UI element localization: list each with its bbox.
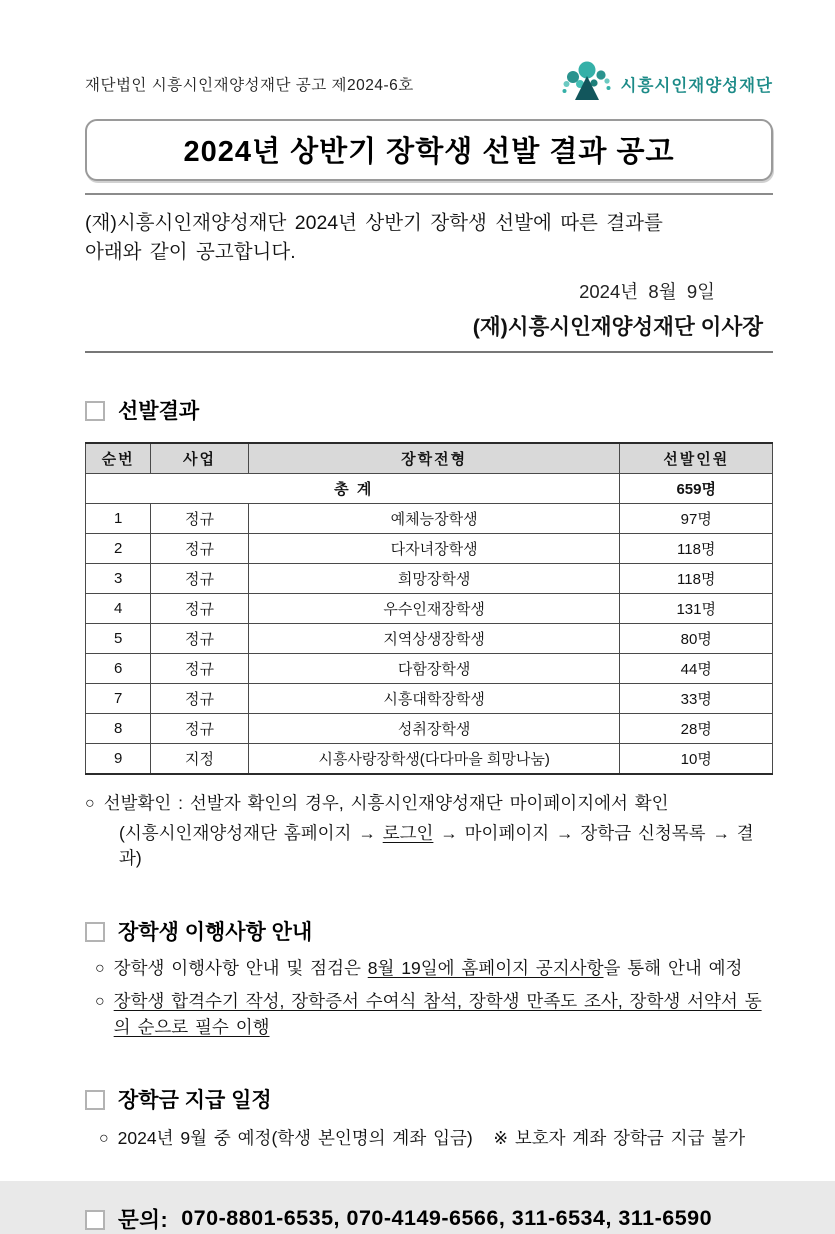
cell-scholarship: 다자녀장학생	[248, 533, 620, 563]
cell-count: 33명	[620, 683, 773, 713]
contact-label: 문의:	[118, 1208, 169, 1233]
contact-numbers: 070-8801-6535, 070-4149-6566, 311-6534, 311-6590	[181, 1206, 713, 1231]
cell-scholarship: 예체능장학생	[248, 503, 620, 533]
circle-bullet-icon: ○	[95, 959, 105, 977]
circle-bullet-icon: ○	[99, 1130, 109, 1147]
cell-scholarship: 성취장학생	[248, 713, 620, 743]
total-label: 총 계	[86, 473, 620, 503]
section-title-payment	[85, 1084, 773, 1114]
section-title-results	[85, 395, 773, 425]
cell-count: 131명	[620, 593, 773, 623]
cell-scholarship: 지역상생장학생	[248, 623, 620, 653]
cell-no: 8	[86, 713, 151, 743]
b1-underlined: 8월 19일에 홈페이지 공지사항	[367, 957, 604, 978]
header-scholarship-type: 장학전형	[248, 443, 620, 474]
intro-line-1: (재)시흥시인재양성재단 2024년 상반기 장학생 선발에 따른 결과를	[85, 212, 663, 234]
note-selection-check-text: 선발확인 : 선발자 확인의 경우, 시흥시인재양성재단 마이페이지에서 확인	[103, 792, 669, 813]
section-title-obligations	[85, 916, 773, 946]
logo-tree-icon	[560, 58, 614, 109]
cell-count: 44명	[620, 653, 773, 683]
table-row	[86, 593, 773, 623]
path-prefix: (시흥시인재양성재단 홈페이지 →	[119, 822, 383, 843]
table-row	[86, 653, 773, 683]
table-header-row	[86, 443, 773, 474]
table-row	[86, 563, 773, 593]
section-square-icon	[85, 1210, 105, 1230]
table-row	[86, 743, 773, 774]
results-table	[85, 442, 773, 775]
circle-bullet-icon: ○	[85, 794, 95, 812]
announcement-date: 2024년 8월 9일	[579, 280, 715, 302]
section-square-icon	[85, 1090, 105, 1110]
section-title-results-label: 선발결과	[118, 399, 200, 423]
cell-no: 5	[86, 623, 151, 653]
cell-scholarship: 다함장학생	[248, 653, 620, 683]
contact-line	[85, 1203, 773, 1234]
path-suffix: → 마이페이지 → 장학금 신청목록 → 결과)	[119, 822, 754, 868]
cell-scholarship: 시흥대학장학생	[248, 683, 620, 713]
divider-signature	[85, 351, 773, 353]
section-title-obligations-label: 장학생 이행사항 안내	[118, 920, 313, 944]
payment-bullet-text: 2024년 9월 중 예정(학생 본인명의 계좌 입금) ※ 보호자 계좌 장학금 지급 불가	[117, 1128, 746, 1148]
cell-program: 정규	[151, 683, 249, 713]
title-box	[85, 119, 773, 181]
cell-no: 2	[86, 533, 151, 563]
b1-suffix: 을 통해 안내 예정	[603, 957, 743, 978]
cell-program: 정규	[151, 593, 249, 623]
divider-top	[85, 193, 773, 195]
cell-program: 지정	[151, 743, 249, 774]
cell-program: 정규	[151, 653, 249, 683]
cell-no: 6	[86, 653, 151, 683]
cell-program: 정규	[151, 503, 249, 533]
obligation-bullet-1-text	[114, 956, 743, 981]
obligation-bullet-1	[85, 956, 773, 981]
foundation-logo	[560, 58, 773, 109]
table-row	[86, 713, 773, 743]
cell-count: 118명	[620, 533, 773, 563]
cell-no: 1	[86, 503, 151, 533]
cell-count: 10명	[620, 743, 773, 774]
cell-scholarship: 희망장학생	[248, 563, 620, 593]
header-selected-count: 선발인원	[620, 443, 773, 474]
total-count: 659명	[620, 473, 773, 503]
cell-program: 정규	[151, 623, 249, 653]
table-row	[86, 533, 773, 563]
cell-no: 4	[86, 593, 151, 623]
note-selection-check	[85, 791, 773, 816]
cell-no: 7	[86, 683, 151, 713]
obligation-bullet-2	[85, 989, 773, 1040]
payment-bullet	[85, 1126, 773, 1151]
section-title-payment-label: 장학금 지급 일정	[118, 1089, 272, 1112]
cell-program: 정규	[151, 563, 249, 593]
document-header	[85, 58, 773, 109]
cell-count: 118명	[620, 563, 773, 593]
intro-paragraph	[85, 209, 773, 268]
cell-count: 97명	[620, 503, 773, 533]
circle-bullet-icon: ○	[95, 993, 105, 1011]
table-row	[86, 623, 773, 653]
cell-program: 정규	[151, 713, 249, 743]
intro-line-2: 아래와 같이 공고합니다.	[85, 241, 296, 264]
section-square-icon	[85, 922, 105, 942]
cell-count: 28명	[620, 713, 773, 743]
notice-number: 재단법인 시흥시인재양성재단 공고 제2024-6호	[85, 76, 414, 94]
cell-scholarship: 시흥사랑장학생(다다마을 희망나눔)	[248, 743, 620, 774]
b1-prefix: 장학생 이행사항 안내 및 점검은	[113, 957, 368, 978]
obligation-bullet-2-text: 장학생 합격수기 작성, 장학증서 수여식 참석, 장학생 만족도 조사, 장학생 서약서 동의 순으로 필수 이행	[113, 991, 762, 1037]
page-title: 2024년 상반기 장학생 선발 결과 공고	[183, 136, 675, 168]
table-row	[86, 683, 773, 713]
path-login: 로그인	[382, 822, 434, 843]
table-total-row	[86, 473, 773, 503]
cell-scholarship: 우수인재장학생	[248, 593, 620, 623]
signer: (재)시흥시인재양성재단 이사장	[472, 314, 763, 339]
note-check-path	[85, 820, 773, 870]
header-program: 사업	[151, 443, 249, 474]
section-square-icon	[85, 401, 105, 421]
logo-text: 시흥시인재양성재단	[620, 76, 773, 95]
cell-no: 9	[86, 743, 151, 774]
cell-program: 정규	[151, 533, 249, 563]
cell-count: 80명	[620, 623, 773, 653]
header-no: 순번	[86, 443, 151, 474]
cell-no: 3	[86, 563, 151, 593]
table-row	[86, 503, 773, 533]
